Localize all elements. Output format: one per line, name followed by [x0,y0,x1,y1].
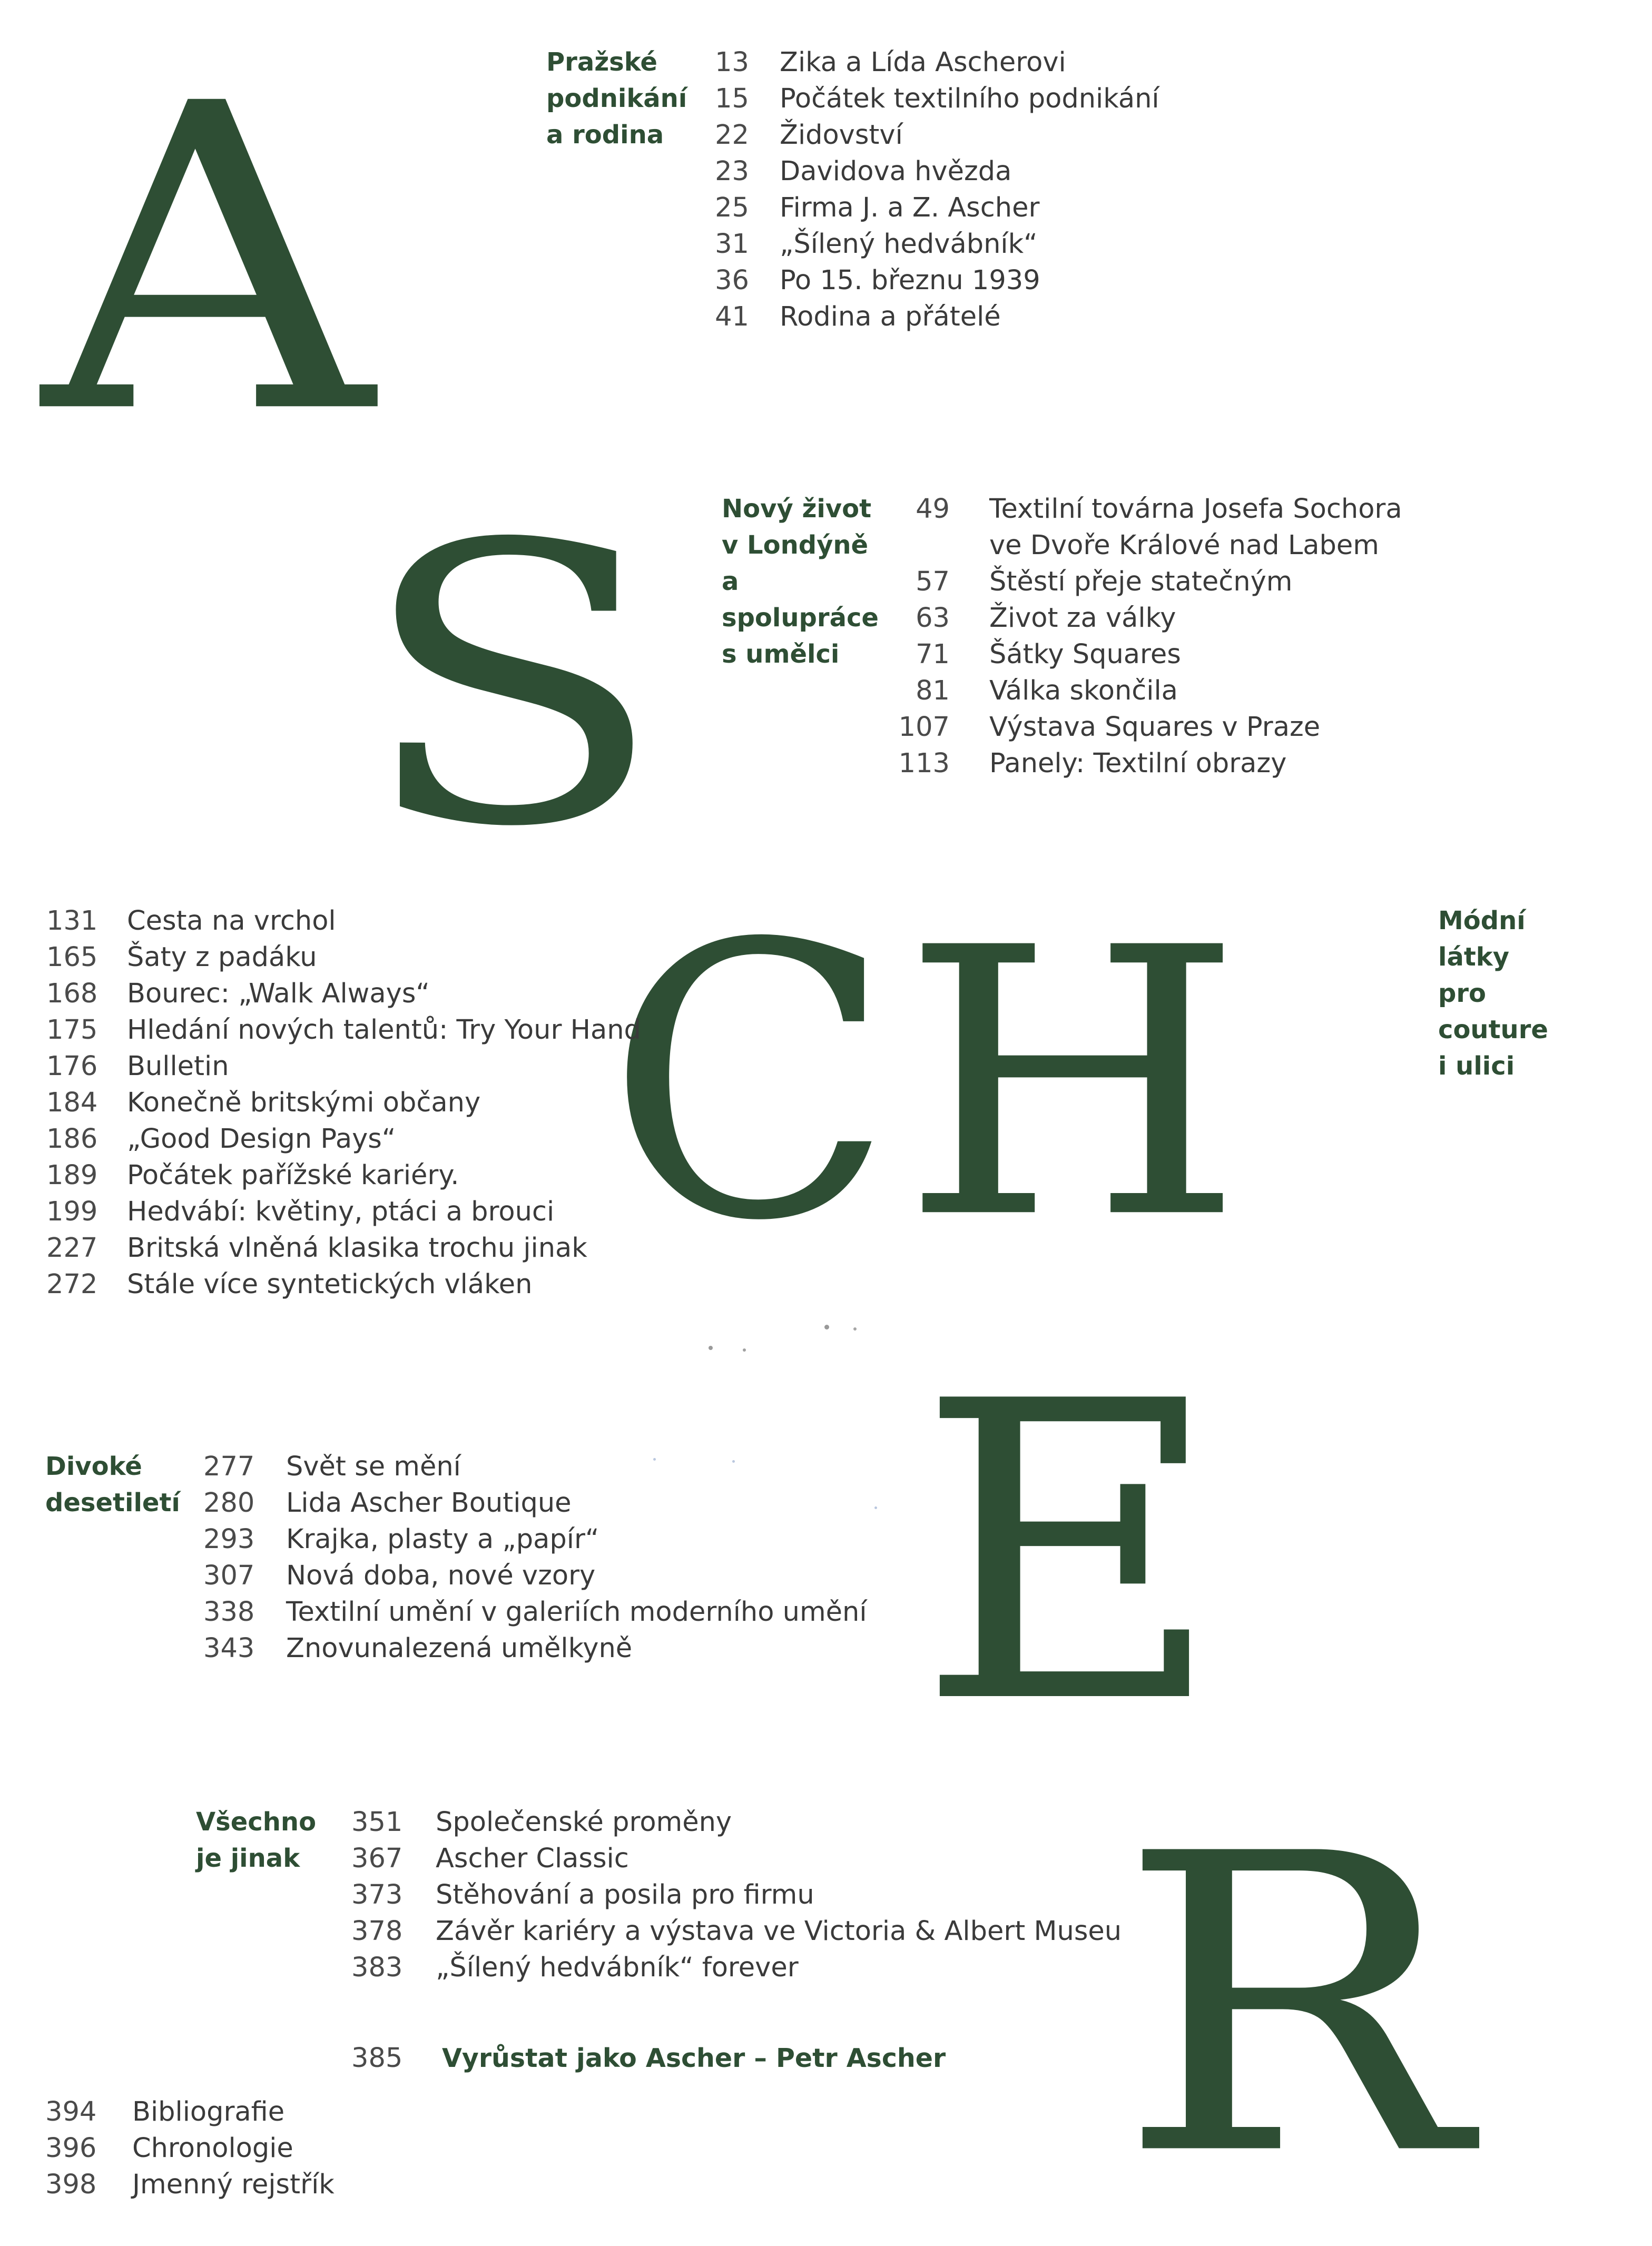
page-number: 131 [46,905,98,937]
section-title-line: s umělci [722,639,840,669]
entry-title: Krajka, plasty a „papír“ [286,1524,599,1555]
section-title-line: pro couture [1438,979,1548,1045]
entry-title: Stěhování a posila pro firmu [436,1879,814,1910]
page-number: 22 [715,120,749,151]
section-title [1438,903,1548,1085]
letter-r: R [1117,1768,1468,2245]
section-title-line: i ulici [1438,1051,1515,1081]
section-title-line: Nový život [722,494,872,524]
section-title-line: v Londýně [722,530,869,560]
entry-title: „Šílený hedvábník“ [780,229,1038,260]
page-number: 13 [715,47,749,78]
entry-title: Počátek pařížské kariéry. [127,1160,459,1191]
entry-title: Počátek textilního podnikání [780,83,1159,114]
entry-title: Výstava Squares v Praze [989,712,1321,743]
scan-speck [874,1506,877,1509]
page-number: 383 [351,1952,403,1983]
section-title-line: Pražské [546,47,657,77]
page-number: 199 [46,1196,98,1227]
entry-title: Vyrůstat jako Ascher – Petr Ascher [442,2043,946,2073]
letter-s: S [358,464,666,911]
section-title [45,1449,180,1521]
entry-title: Po 15. březnu 1939 [780,265,1040,296]
entry-title: Válka skončila [989,675,1178,706]
page-number: 351 [351,1807,403,1838]
page-number: 36 [715,265,749,296]
entry-title: Rodina a přátelé [780,301,1001,332]
entry-title: Zika a Lída Ascherovi [780,47,1066,78]
scan-speck [853,1327,857,1331]
page-number: 272 [46,1269,98,1300]
entry-title: Nová doba, nové vzory [286,1560,596,1591]
page-number: 168 [46,978,98,1009]
section-title-line: Módní látky [1438,906,1526,972]
section-title-line: desetiletí [45,1488,180,1518]
section-title-line: podnikání [546,84,687,113]
page-number: 280 [203,1488,255,1519]
section-title [722,491,879,673]
letter-c: C [606,864,894,1304]
page-number: 367 [351,1843,403,1874]
entry-title: „Šílený hedvábník“ forever [436,1952,799,1983]
entry-title: Ascher Classic [436,1843,629,1874]
page-number: 176 [46,1051,98,1082]
page-number: 343 [203,1633,255,1664]
scan-speck [709,1346,713,1350]
section-title [196,1804,316,1877]
page-number: 338 [203,1597,255,1628]
page-number: 113 [898,748,950,779]
page-number: 293 [203,1524,255,1555]
entry-title: ve Dvoře Králové nad Labem [989,530,1379,561]
page-number: 189 [46,1160,98,1191]
page-number: 81 [916,675,950,706]
page-number: 378 [351,1916,403,1947]
entry-title: Štěstí přeje statečným [989,566,1293,597]
entry-title: Závěr kariéry a výstava ve Victoria & Albert Museu [436,1916,1122,1947]
entry-title: Textilní továrna Josefa Sochora [989,494,1402,525]
page-number: 373 [351,1879,403,1910]
entry-title: Konečně britskými občany [127,1087,481,1118]
entry-title: Davidova hvězda [780,156,1012,187]
letter-a: A [42,15,373,506]
page-number: 49 [916,494,950,525]
entry-title: „Good Design Pays“ [127,1124,396,1155]
entry-title: Lida Ascher Boutique [286,1488,572,1519]
page-number: 385 [351,2043,403,2074]
page-number: 25 [715,192,749,223]
entry-title: Bourec: „Walk Always“ [127,978,430,1009]
page-number: 165 [46,942,98,973]
page-number: 396 [45,2133,97,2164]
page-number: 107 [898,712,950,743]
scan-speck [824,1325,829,1329]
entry-title: Hedvábí: květiny, ptáci a brouci [127,1196,555,1227]
page-number: 31 [715,229,749,260]
entry-title: Šátky Squares [989,639,1181,670]
entry-title: Hledání nových talentů: Try Your Hand [127,1014,641,1046]
section-title-line: a rodina [546,120,664,150]
page-number: 23 [715,156,749,187]
page-number: 57 [916,566,950,597]
page-number: 277 [203,1451,255,1482]
entry-title: Cesta na vrchol [127,905,336,937]
page-number: 394 [45,2096,97,2127]
entry-title: Stále více syntetických vláken [127,1269,533,1300]
page-number: 41 [715,301,749,332]
entry-title: Textilní umění v galeriích moderního umění [286,1597,867,1628]
section-title-line: Všechno [196,1807,317,1837]
entry-title: Firma J. a Z. Ascher [780,192,1040,223]
entry-title: Společenské proměny [436,1807,732,1838]
page-number: 63 [916,603,950,634]
section-title-line: a spolupráce [722,567,879,633]
page-number: 227 [46,1233,98,1264]
scan-speck [653,1458,656,1461]
entry-title: Bibliografie [132,2096,285,2127]
letter-e: E [917,1315,1223,1793]
letter-h: H [901,870,1245,1300]
entry-title: Svět se mění [286,1451,461,1482]
entry-title: Jmenný rejstřík [132,2169,335,2200]
entry-title: Britská vlněná klasika trochu jinak [127,1233,587,1264]
entry-title: Život za války [989,603,1176,634]
section-title [546,44,687,153]
section-title-line: Divoké [45,1452,142,1481]
entry-title: Chronologie [132,2133,293,2164]
entry-title: Židovství [780,120,903,151]
entry-title: Panely: Textilní obrazy [989,748,1287,779]
page-number: 307 [203,1560,255,1591]
page-number: 15 [715,83,749,114]
section-title-line: je jinak [196,1844,300,1873]
entry-title: Bulletin [127,1051,229,1082]
page-number: 184 [46,1087,98,1118]
page-number: 186 [46,1124,98,1155]
page-number: 398 [45,2169,97,2200]
scan-speck [743,1348,746,1352]
page-number: 71 [916,639,950,670]
scan-speck [732,1460,735,1463]
entry-title: Šaty z padáku [127,942,317,973]
page-number: 175 [46,1014,98,1046]
entry-title: Znovunalezená umělkyně [286,1633,633,1664]
